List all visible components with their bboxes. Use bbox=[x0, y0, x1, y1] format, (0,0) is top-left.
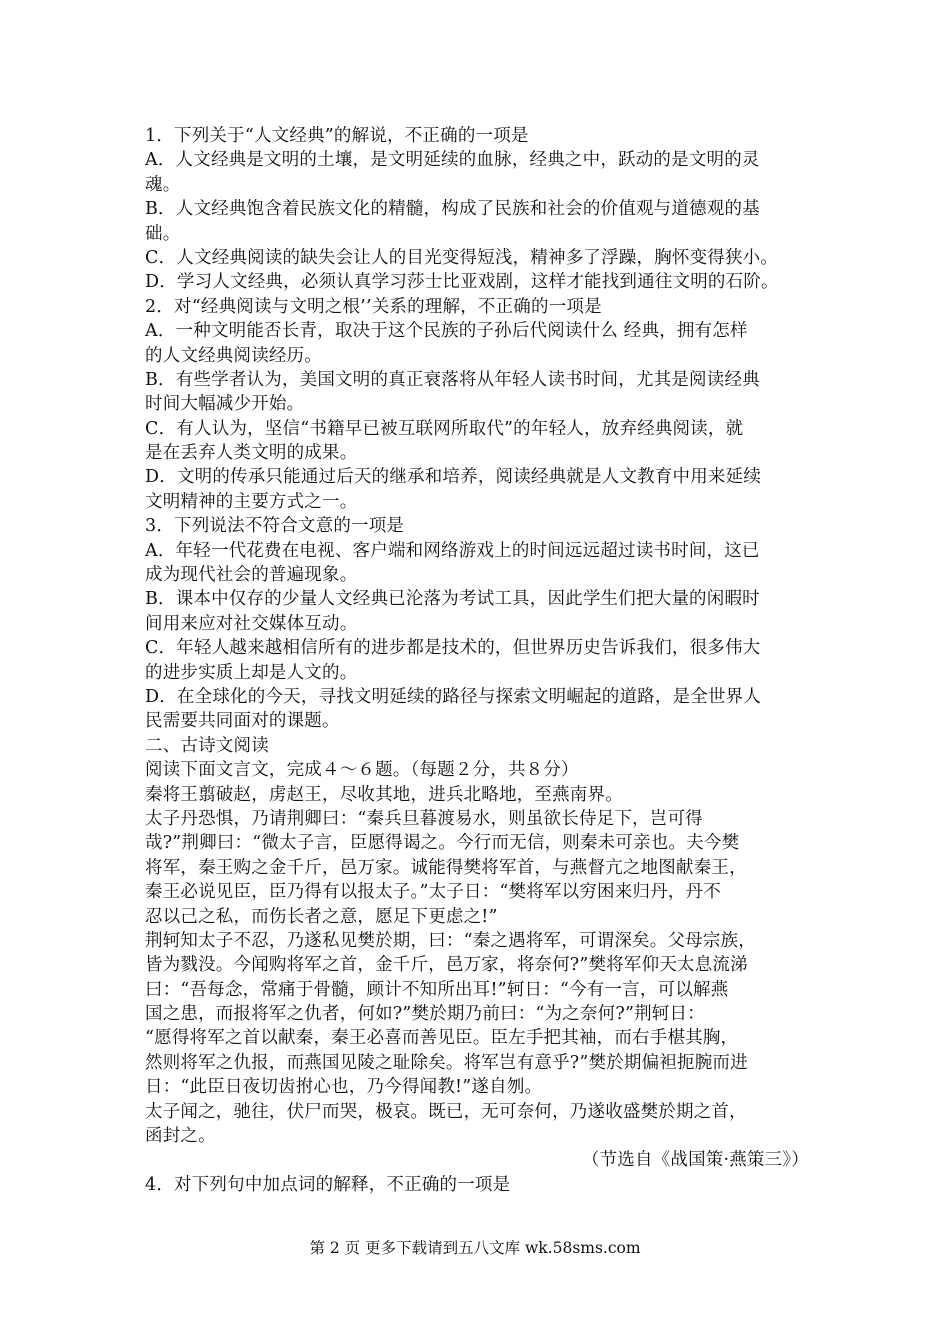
option-3b-line1: B．课本中仅存的少量人文经典已沦落为考试工具，因此学生们把大量的闲暇时 bbox=[145, 589, 760, 610]
option-3a-line2: 成为现代社会的普遍现象。 bbox=[145, 565, 358, 586]
option-1c: C．人文经典阅读的缺失会让人的目光变得短浅，精神多了浮躁，胸怀变得狭小。 bbox=[145, 247, 779, 268]
option-2d-line2: 文明精神的主要方式之一。 bbox=[145, 491, 358, 512]
option-3c-line1: C．年轻人越来越相信所有的进步都是技术的，但世界历史告诉我们，很多伟大 bbox=[145, 638, 761, 659]
passage-line: 哉?”荆卿曰：“微太子言，臣愿得谒之。今行而无信，则秦未可亲也。夫今樊 bbox=[145, 833, 740, 854]
passage-line: 函封之。 bbox=[145, 1126, 216, 1147]
question-1-stem: 1．下列关于“人文经典”的解说，不正确的一项是 bbox=[145, 126, 529, 146]
passage-line: 太子闻之，驰往，伏尸而哭，极哀。既已，无可奈何，乃遂收盛樊於期之首， bbox=[145, 1101, 747, 1122]
option-2a-line2: 的人文经典阅读经历。 bbox=[145, 345, 322, 366]
option-2d-line1: D．文明的传承只能通过后天的继承和培养，阅读经典就是人文教育中用来延续 bbox=[145, 467, 762, 488]
question-2-stem: 2．对“经典阅读与文明之根’’关系的理解，不正确的一项是 bbox=[145, 296, 602, 317]
option-2c-line1: C．有人认为，坚信“书籍早已被互联网所取代”的年轻人，放弃经典阅读，就 bbox=[145, 418, 744, 439]
passage-line: 太子丹恐惧，乃请荆卿曰：“秦兵旦暮渡易水，则虽欲长侍足下，岂可得 bbox=[145, 808, 703, 829]
option-3c-line2: 的进步实质上却是人文的。 bbox=[145, 662, 358, 683]
option-3b-line2: 间用来应对社交媒体互动。 bbox=[145, 613, 358, 634]
question-3-stem: 3．下列说法不符合文意的一项是 bbox=[145, 516, 405, 537]
passage-line: 曰：“吾每念，常痛于骨髓，顾计不知所出耳!”轲日：“今有一言，可以解燕 bbox=[145, 979, 729, 1000]
option-1b-line2: 础。 bbox=[145, 223, 181, 244]
option-2b-line2: 时间大幅减少开始。 bbox=[145, 394, 305, 415]
passage-line: 然则将军之仇报，而燕国见陵之耻除矣。将军岂有意乎?”樊於期偏袒扼腕而进 bbox=[145, 1052, 748, 1073]
passage-line: 秦王必说见臣，臣乃得有以报太子。”太子日：“樊将军以穷困来归丹，丹不 bbox=[145, 882, 721, 903]
option-3d-line2: 民需要共同面对的课题。 bbox=[145, 711, 340, 732]
passage-line: 将军，秦王购之金千斤，邑万家。诚能得樊将军首，与燕督亢之地图献秦王， bbox=[145, 857, 747, 878]
passage-line: 日：“此臣日夜切齿拊心也，乃今得闻教!”遂自刎。 bbox=[145, 1077, 543, 1098]
option-2a-line1: A．一种文明能否长青，取决于这个民族的子孙后代阅读什么 经典，拥有怎样 bbox=[145, 321, 748, 342]
option-1a-line1: A．人文经典是文明的土壤，是文明延续的血脉，经典之中，跃动的是文明的灵 bbox=[145, 150, 760, 171]
passage-line: 国之患，而报将军之仇者，何如?”樊於期乃前曰：“为之奈何?”荆轲日： bbox=[145, 1004, 705, 1025]
option-2c-line2: 是在丢弃人类文明的成果。 bbox=[145, 443, 358, 464]
passage-line: “愿得将军之首以献秦，秦王必喜而善见臣。臣左手把其袖，而右手椹其胸， bbox=[145, 1028, 739, 1049]
passage-line: 秦将王翦破赵，虏赵王，尽收其地，进兵北略地，至燕南界。 bbox=[145, 784, 623, 805]
document-body bbox=[145, 124, 825, 1197]
option-2b-line1: B．有些学者认为，美国文明的真正衰落将从年轻人读书时间，尤其是阅读经典 bbox=[145, 369, 760, 390]
passage-line: 忍以己之私，而伤长者之意，愿足下更虑之!” bbox=[145, 906, 498, 927]
passage-line: 皆为戮没。今闻购将军之首，金千斤，邑万家，将奈何?”樊将军仰天太息流涕 bbox=[145, 955, 748, 976]
option-1a-line2: 魂。 bbox=[145, 174, 181, 195]
passage-line: 荆轲知太子不忍，乃遂私见樊於期，曰：“秦之遇将军，可谓深矣。父母宗族， bbox=[145, 930, 756, 951]
option-1d: D．学习人文经典，必须认真学习莎士比亚戏剧，这样才能找到通往文明的石阶。 bbox=[145, 272, 779, 293]
reading-instructions: 阅读下面文言文，完成４～６题。（每题２分，共８分） bbox=[145, 760, 579, 781]
question-4-stem: 4．对下列句中加点词的解释，不正确的一项是 bbox=[145, 1174, 511, 1195]
page-footer: 第 2 页 更多下载请到五八文库 wk.58sms.com bbox=[309, 1239, 641, 1257]
option-3a-line1: A．年轻一代花费在电视、客户端和网络游戏上的时间远远超过读书时间，这已 bbox=[145, 540, 760, 561]
option-1b-line1: B．人文经典饱含着民族文化的精髓，构成了民族和社会的价值观与道德观的基 bbox=[145, 199, 760, 220]
option-3d-line1: D．在全球化的今天，寻找文明延续的路径与探索文明崛起的道路，是全世界人 bbox=[145, 686, 762, 707]
passage-source: （节选自《战国策·燕策三》） bbox=[581, 1150, 809, 1171]
section-heading: 二、古诗文阅读 bbox=[145, 735, 269, 756]
